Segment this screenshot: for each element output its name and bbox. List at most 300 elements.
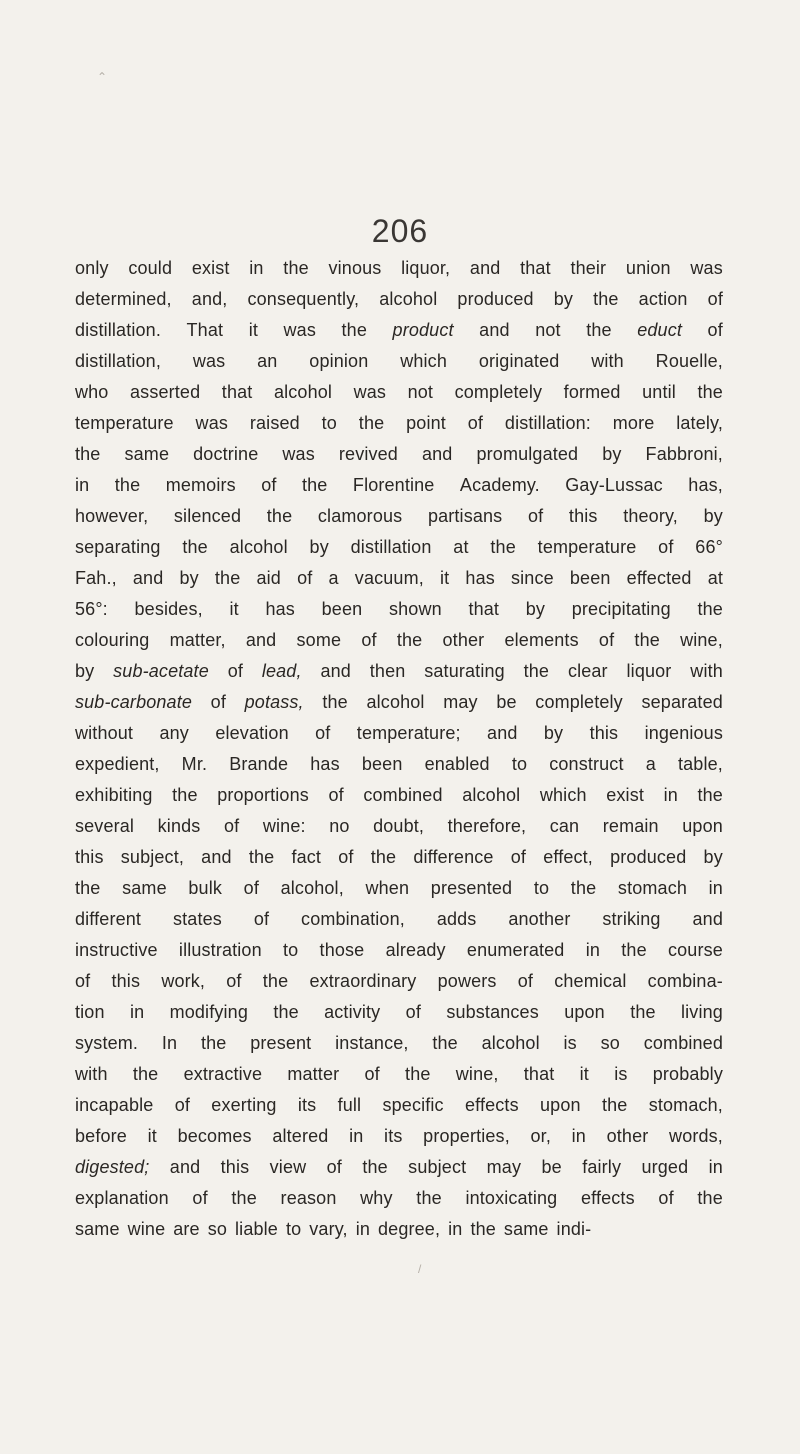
word: matter: [287, 1064, 340, 1084]
word: of: [75, 971, 91, 991]
word: doctrine: [193, 444, 259, 464]
word: properties,: [423, 1126, 510, 1146]
word: was: [192, 351, 226, 371]
word: Florentine: [352, 475, 435, 495]
word: probably: [652, 1064, 723, 1084]
word: those: [319, 940, 365, 960]
word: to: [283, 940, 299, 960]
word: same: [122, 878, 167, 898]
word: becomes: [177, 1126, 252, 1146]
word: at: [453, 537, 469, 557]
word: table,: [677, 754, 723, 774]
word: wine,: [680, 630, 723, 650]
word: which: [539, 785, 587, 805]
word: may: [486, 1157, 522, 1177]
word: by: [309, 537, 329, 557]
word: in: [708, 878, 723, 898]
word: the: [214, 568, 241, 588]
word: extraordinary: [309, 971, 417, 991]
word: of: [467, 413, 484, 433]
word: no: [329, 816, 350, 836]
word: enabled: [424, 754, 490, 774]
word: distillation,: [75, 351, 161, 371]
text-line: [75, 563, 723, 594]
word: states: [172, 909, 222, 929]
word: several: [75, 816, 135, 836]
word: the: [470, 1219, 496, 1239]
word: clear: [567, 661, 608, 681]
word: presented: [430, 878, 513, 898]
word: expedient,: [75, 754, 160, 774]
word: partisans: [427, 506, 503, 526]
word: same: [503, 1219, 549, 1239]
word: this: [220, 1157, 250, 1177]
word: may: [443, 692, 478, 712]
word: it: [229, 599, 239, 619]
word: alcohol: [462, 785, 521, 805]
word: lately,: [676, 413, 723, 433]
word: combined: [363, 785, 443, 805]
word: intoxicating: [465, 1188, 558, 1208]
word: same: [124, 444, 170, 464]
word: indi-: [556, 1219, 592, 1239]
word: fairly: [582, 1157, 622, 1177]
word: of: [192, 1188, 208, 1208]
word: was: [690, 258, 723, 278]
word: upon: [564, 1002, 605, 1022]
word: same: [75, 1219, 120, 1239]
word: that: [468, 599, 500, 619]
text-line: [75, 966, 723, 997]
trailing-mark: /: [418, 1262, 422, 1276]
word: and: [469, 258, 501, 278]
text-line: [75, 904, 723, 935]
word: or,: [530, 1126, 551, 1146]
word: the: [523, 661, 550, 681]
word: the: [114, 475, 141, 495]
word: the: [621, 940, 647, 960]
word: the: [697, 1188, 723, 1208]
text-line: [75, 780, 723, 811]
word: combina-: [647, 971, 723, 991]
word: alcohol: [273, 382, 333, 402]
word: modifying: [169, 1002, 248, 1022]
word: vinous: [328, 258, 382, 278]
word: reason: [280, 1188, 337, 1208]
word: degree,: [378, 1219, 441, 1239]
word: the: [697, 599, 723, 619]
word: been: [569, 568, 611, 588]
word: however,: [75, 506, 149, 526]
text-line: [75, 842, 723, 873]
word: action: [638, 289, 688, 309]
word: powers: [437, 971, 497, 991]
body-text: [75, 253, 723, 1245]
word: who: [75, 382, 109, 402]
word: and: [245, 630, 277, 650]
word: words,: [669, 1126, 723, 1146]
word: of: [297, 568, 313, 588]
word: proportions: [217, 785, 309, 805]
word: and: [320, 661, 351, 681]
text-line: [75, 997, 723, 1028]
word: different: [75, 909, 142, 929]
word: the: [266, 506, 293, 526]
word: the: [601, 1095, 628, 1115]
text-line: [75, 408, 723, 439]
word: to: [285, 1219, 302, 1239]
word: since: [511, 568, 554, 588]
word: tion: [75, 1002, 105, 1022]
word: be: [496, 692, 517, 712]
word: so: [207, 1219, 228, 1239]
word: precipitating: [571, 599, 671, 619]
word: and: [692, 909, 723, 929]
word: not: [407, 382, 434, 402]
word: by: [553, 289, 574, 309]
word: originated: [478, 351, 560, 371]
text-line: [75, 811, 723, 842]
word: of: [658, 537, 674, 557]
word: to: [511, 754, 528, 774]
word: explanation: [75, 1188, 169, 1208]
word: the: [75, 444, 101, 464]
word: the: [75, 878, 101, 898]
word: combined: [643, 1033, 723, 1053]
word: liable: [235, 1219, 278, 1239]
word: other: [442, 630, 485, 650]
word: course: [667, 940, 723, 960]
word: separating: [75, 537, 161, 557]
word: of: [338, 847, 354, 867]
word: besides,: [134, 599, 203, 619]
word: subject: [408, 1157, 467, 1177]
word: of: [361, 630, 377, 650]
word: colouring: [75, 630, 150, 650]
word: temperature;: [356, 723, 461, 743]
text-line: [75, 377, 723, 408]
text-line: [75, 594, 723, 625]
word: specific: [382, 1095, 444, 1115]
word: was: [353, 382, 387, 402]
word: memoirs: [165, 475, 236, 495]
word: of: [210, 692, 226, 712]
word: of: [707, 289, 723, 309]
word: their: [570, 258, 607, 278]
word: kinds: [157, 816, 201, 836]
word: in: [249, 258, 264, 278]
word: stomach: [617, 878, 687, 898]
word: to: [533, 878, 550, 898]
italic-word: potass,: [244, 692, 304, 712]
word: then: [369, 661, 406, 681]
word: the: [370, 847, 397, 867]
word: by: [525, 599, 546, 619]
word: illustration: [178, 940, 262, 960]
text-line: [75, 284, 723, 315]
word: alcohol,: [280, 878, 344, 898]
text-line: [75, 1028, 723, 1059]
word: the: [132, 1064, 159, 1084]
word: the: [200, 1033, 227, 1053]
word: completely: [454, 382, 543, 402]
word: an: [257, 351, 278, 371]
word: can: [549, 816, 580, 836]
word: this: [111, 971, 141, 991]
word: in: [75, 475, 90, 495]
word: it: [248, 320, 258, 340]
text-line: [75, 501, 723, 532]
word: that: [523, 1064, 555, 1084]
word: of: [174, 1095, 191, 1115]
word: enumerated: [466, 940, 565, 960]
word: the: [405, 1064, 431, 1084]
word: the: [262, 971, 289, 991]
word: wine: [127, 1219, 166, 1239]
word: shown: [388, 599, 442, 619]
word: the: [182, 537, 208, 557]
text-line: [75, 718, 723, 749]
word: aid: [256, 568, 281, 588]
word: remain: [602, 816, 659, 836]
word: a: [645, 754, 656, 774]
word: combination,: [301, 909, 405, 929]
word: chemical: [554, 971, 627, 991]
word: in: [571, 1126, 586, 1146]
word: in: [129, 1002, 145, 1022]
word: only: [75, 258, 109, 278]
word: the: [322, 692, 348, 712]
word: in: [585, 940, 601, 960]
word: effects: [580, 1188, 635, 1208]
word: in: [448, 1219, 463, 1239]
word: in: [708, 1157, 723, 1177]
italic-word: lead,: [261, 661, 302, 681]
word: by: [543, 723, 564, 743]
word: That: [186, 320, 224, 340]
word: was: [282, 444, 315, 464]
word: silenced: [173, 506, 242, 526]
word: construct: [549, 754, 624, 774]
word: elements: [504, 630, 579, 650]
text-line: [75, 1183, 723, 1214]
text-line: [75, 656, 723, 687]
word: any: [159, 723, 189, 743]
word: saturating: [424, 661, 505, 681]
word: that: [520, 258, 551, 278]
word: therefore,: [447, 816, 527, 836]
corner-mark: ⌃: [97, 70, 108, 84]
word: subject,: [120, 847, 185, 867]
word: of: [243, 878, 259, 898]
word: revived: [338, 444, 398, 464]
word: union: [625, 258, 671, 278]
text-line: [75, 1152, 723, 1183]
word: in: [349, 1126, 364, 1146]
word: its: [297, 1095, 317, 1115]
word: of: [405, 1002, 421, 1022]
word: by: [75, 661, 95, 681]
word: the: [634, 630, 660, 650]
word: formed: [563, 382, 621, 402]
word: of: [253, 909, 270, 929]
word: separated: [641, 692, 723, 712]
word: so: [600, 1033, 620, 1053]
word: promulgated: [476, 444, 579, 464]
word: by: [703, 506, 723, 526]
word: opinion: [309, 351, 369, 371]
word: system.: [75, 1033, 139, 1053]
word: that: [221, 382, 253, 402]
word: of: [315, 723, 331, 743]
word: not: [535, 320, 561, 340]
word: has: [265, 599, 295, 619]
word: by: [703, 847, 723, 867]
word: Fah.,: [75, 568, 117, 588]
word: the: [396, 630, 423, 650]
word: has: [310, 754, 340, 774]
word: of: [328, 785, 344, 805]
word: activity: [324, 1002, 381, 1022]
word: striking: [602, 909, 661, 929]
word: effects: [464, 1095, 519, 1115]
word: with: [690, 661, 723, 681]
word: wine,: [455, 1064, 499, 1084]
word: produced: [610, 847, 687, 867]
word: been: [321, 599, 363, 619]
word: instance,: [335, 1033, 409, 1053]
word: work,: [161, 971, 206, 991]
text-line: [75, 749, 723, 780]
word: it: [579, 1064, 589, 1084]
text-line: [75, 346, 723, 377]
word: elevation: [215, 723, 289, 743]
word: of: [227, 661, 243, 681]
italic-word: product: [392, 320, 454, 340]
word: be: [541, 1157, 562, 1177]
word: present: [250, 1033, 312, 1053]
italic-word: sub-acetate: [113, 661, 209, 681]
word: substances: [446, 1002, 539, 1022]
word: the: [432, 1033, 458, 1053]
word: the: [231, 1188, 257, 1208]
text-line: [75, 253, 723, 284]
word: vacuum,: [354, 568, 424, 588]
word: ingenious: [644, 723, 723, 743]
text-line: [75, 625, 723, 656]
word: some: [296, 630, 342, 650]
word: matter,: [169, 630, 226, 650]
word: exist: [606, 785, 644, 805]
word: more: [612, 413, 655, 433]
word: view: [269, 1157, 307, 1177]
italic-word: sub-carbonate: [75, 692, 193, 712]
word: exist: [191, 258, 230, 278]
word: of: [223, 816, 240, 836]
word: point: [406, 413, 446, 433]
word: of: [226, 971, 242, 991]
word: by: [602, 444, 622, 464]
word: of: [658, 1188, 674, 1208]
page-number: 206: [371, 213, 429, 249]
word: the: [358, 413, 385, 433]
word: Mr.: [181, 754, 208, 774]
word: at: [707, 568, 723, 588]
word: Fabbroni,: [645, 444, 723, 464]
word: the: [172, 785, 198, 805]
word: the: [697, 785, 723, 805]
text-line: [75, 1121, 723, 1152]
word: and: [479, 320, 510, 340]
word: and: [169, 1157, 201, 1177]
word: and: [487, 723, 518, 743]
text-line: [75, 470, 723, 501]
word: adds: [436, 909, 477, 929]
word: this: [589, 723, 619, 743]
text-line: [75, 687, 723, 718]
word: another: [508, 909, 571, 929]
word: the: [630, 1002, 656, 1022]
word: has: [465, 568, 495, 588]
word: the: [593, 289, 619, 309]
word: in: [663, 785, 678, 805]
word: until: [642, 382, 676, 402]
word: with: [75, 1064, 108, 1084]
word: stomach,: [648, 1095, 723, 1115]
word: the: [697, 382, 723, 402]
word: why: [360, 1188, 393, 1208]
word: asserted: [130, 382, 201, 402]
word: before: [75, 1126, 127, 1146]
word: already: [385, 940, 446, 960]
word: been: [361, 754, 403, 774]
word: it: [439, 568, 450, 588]
word: instructive: [75, 940, 158, 960]
word: which: [400, 351, 447, 371]
word: full: [337, 1095, 362, 1115]
word: theory,: [623, 506, 678, 526]
word: the: [341, 320, 368, 340]
word: liquor: [626, 661, 672, 681]
word: doubt,: [373, 816, 425, 836]
word: a: [328, 568, 339, 588]
text-line: [75, 873, 723, 904]
word: In: [161, 1033, 178, 1053]
word: bulk: [188, 878, 223, 898]
word: exhibiting: [75, 785, 153, 805]
word: of: [707, 320, 723, 340]
word: altered: [272, 1126, 329, 1146]
text-line: [75, 1059, 723, 1090]
word: raised: [249, 413, 300, 433]
word: extractive: [183, 1064, 263, 1084]
word: this: [75, 847, 104, 867]
word: completely: [535, 692, 623, 712]
word: it: [147, 1126, 157, 1146]
word: of: [517, 971, 534, 991]
word: was: [195, 413, 229, 433]
word: difference: [413, 847, 494, 867]
text-line: [75, 532, 723, 563]
word: liquor,: [401, 258, 451, 278]
word: Rouelle,: [655, 351, 723, 371]
word: alcohol: [379, 289, 438, 309]
word: of: [510, 847, 527, 867]
word: and: [421, 444, 453, 464]
word: urged: [641, 1157, 689, 1177]
word: alcohol: [366, 692, 425, 712]
word: alcohol: [481, 1033, 540, 1053]
